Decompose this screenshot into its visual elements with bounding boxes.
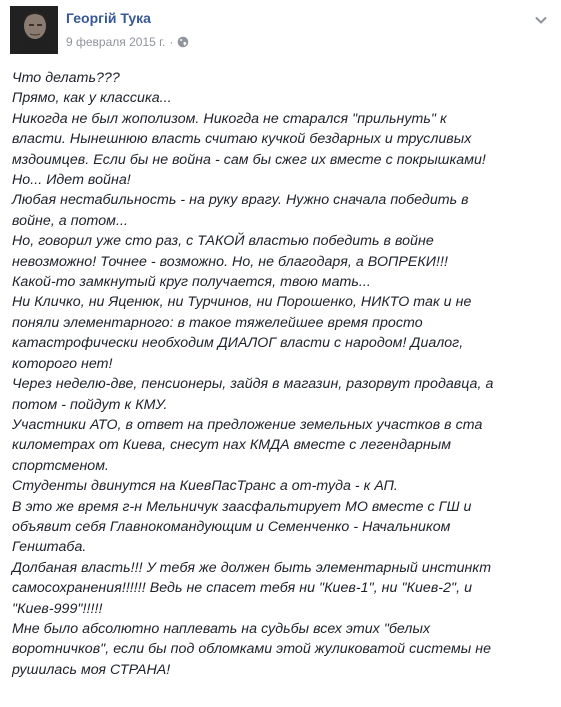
post-header — [10, 6, 551, 58]
post-text-line: рушилась моя СТРАНА! — [12, 661, 171, 678]
post-text-line: Но... Идет война! — [12, 172, 131, 189]
post-text-line: Мне было абсолютно наплевать на судьбы всех этих "белых — [12, 620, 431, 637]
post-text-line: Долбаная власть!!! У тебя же должен быть элементарный инстинкт — [12, 559, 492, 576]
post-date-link[interactable]: 9 февраля 2015 г. — [66, 35, 166, 49]
post-text-line: катастрофически необходим ДИАЛОГ власти с народом! Диалог, — [12, 335, 464, 352]
post-text-line: войне, а потом... — [12, 212, 128, 229]
post-text-line: Генштаба. — [12, 539, 87, 556]
post-text-line: потом - пойдут к КМУ. — [12, 396, 168, 413]
post-text-line: "Киев-999"!!!!! — [12, 600, 103, 617]
post-text-line: Любая нестабильность - на руку врагу. Нужно сначала победить в — [12, 192, 469, 209]
post-text-line: Но, говорил уже сто раз, с ТАКОЙ властью победить в войне — [12, 233, 434, 250]
post-text-line: Участники АТО, в ответ на предложение земельных участков в ста — [12, 416, 483, 433]
post-text-line: Студенты двинутся на КиевПасТранс а от-туда - к АП. — [12, 478, 398, 495]
post-text-line: объявит себя Главнокомандующим и Семенченко - Начальником — [12, 518, 451, 535]
post-text-line: километрах от Киева, снесут нах КМДА вместе с легендарным — [12, 437, 452, 454]
post-text-line: спортсменом. — [12, 457, 110, 474]
post-text-line: Ни Кличко, ни Яценюк, ни Турчинов, ни Порошенко, НИКТО так и не — [12, 294, 472, 311]
meta-separator: · — [169, 35, 174, 49]
post-text-line: власти. Нынешнюю власть считаю кучкой бездарных и трусливых — [12, 131, 472, 148]
globe-icon[interactable] — [177, 36, 189, 48]
post-text-line: самосохранения!!!!!! Ведь не спасет тебя ни "Киев-1", ни "Киев-2", и — [12, 580, 473, 597]
post-text-line: Никогда не был жополизом. Никогда не старался "прильнуть" к — [12, 110, 447, 127]
post-text — [12, 68, 552, 680]
author-name-link[interactable]: Георгій Тука — [66, 10, 151, 26]
post-text-line: Через неделю-две, пенсионеры, зайдя в магазин, разорвут продавца, а — [12, 376, 494, 393]
author-avatar[interactable] — [10, 6, 58, 54]
post-text-line: В это же время г-н Мельничук заасфальтирует МО вместе с ГШ и — [12, 498, 472, 515]
post-text-line: Прямо, как у классика... — [12, 90, 172, 107]
post-text-line: Какой-то замкнутый круг получается, твою мать... — [12, 274, 371, 291]
post-text-line: Что делать??? — [12, 70, 120, 86]
post-text-line: воротничков", если бы под обломками этой жуликоватой системы не — [12, 641, 492, 658]
chevron-down-icon[interactable] — [533, 12, 549, 28]
post-text-line: поняли элементарного: в такое тяжелейшее время просто — [12, 314, 423, 331]
avatar-photo — [10, 6, 58, 54]
post-text-line: которого нет! — [12, 355, 113, 372]
post-meta — [66, 35, 189, 49]
post-text-line: невозможно! Точнее - возможно. Но, не благодаря, а ВОПРЕКИ!!! — [12, 253, 448, 270]
post-text-line: мздоимцев. Если бы не война - сам бы сжег их вместе с покрышками! — [12, 151, 486, 168]
